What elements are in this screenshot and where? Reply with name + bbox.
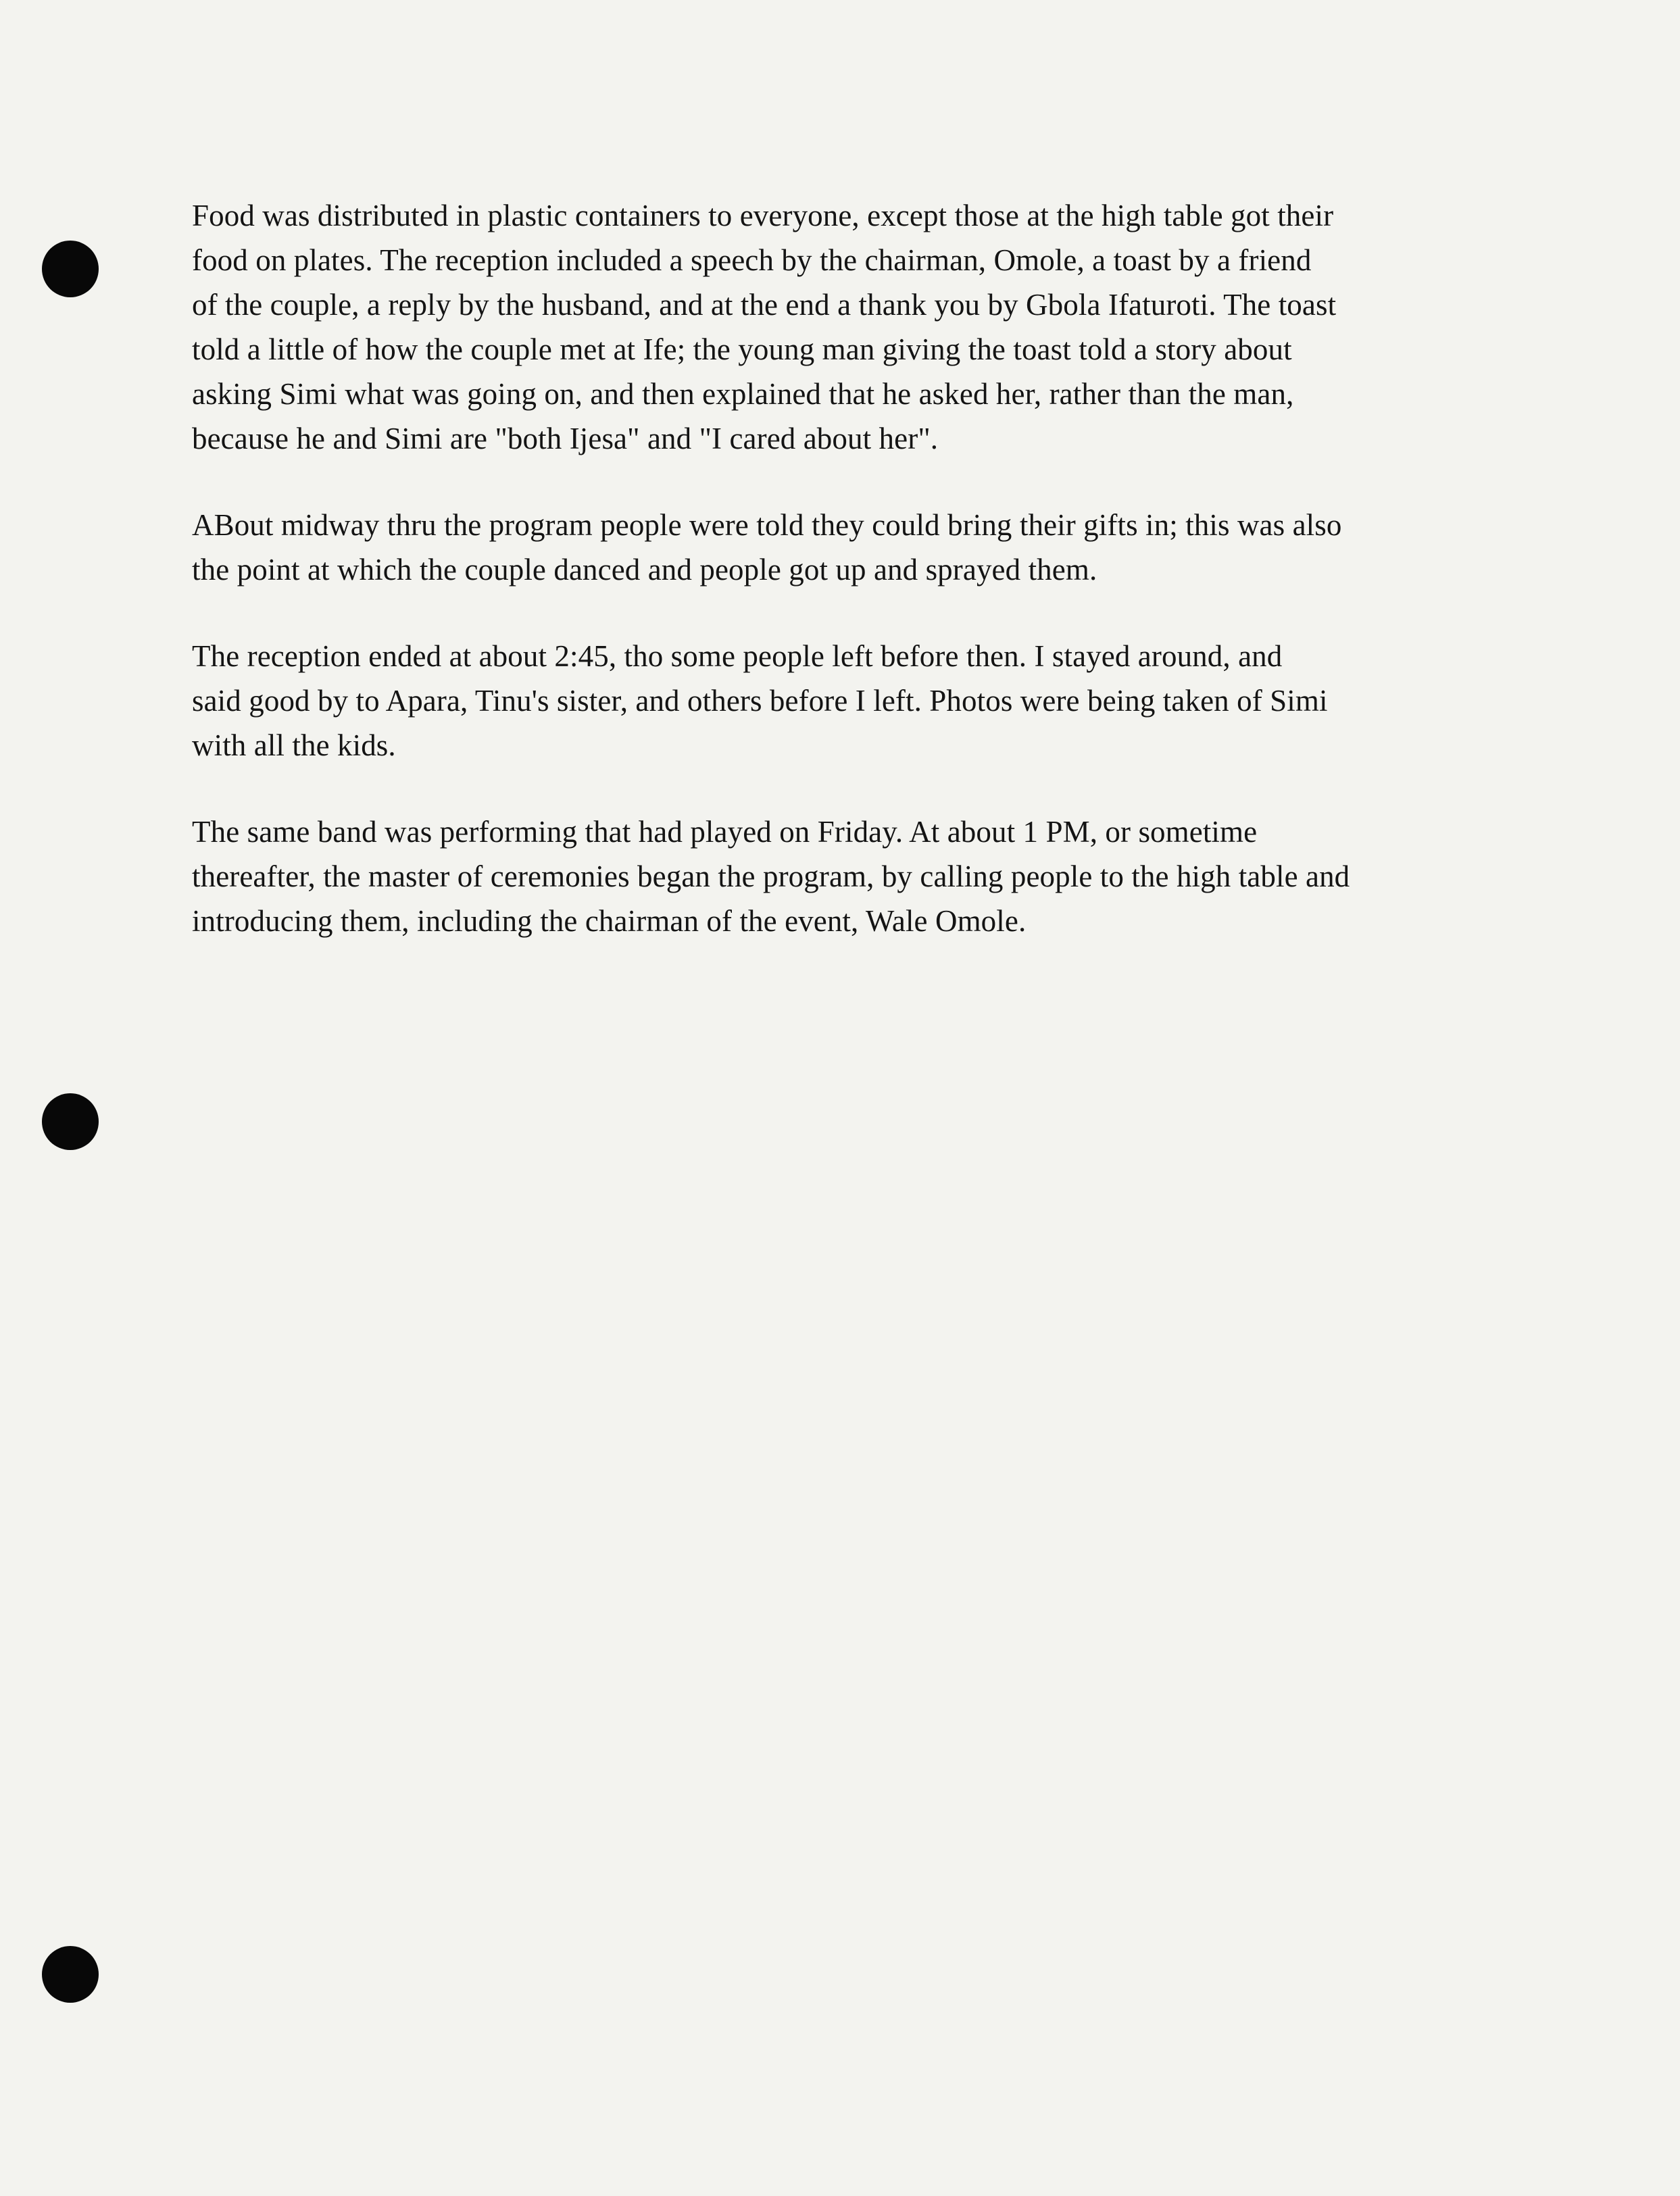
paragraph-gifts: ABout midway thru the program people were told they could bring their gifts in; this was also the point at which the couple danced and people got up and sprayed them. bbox=[192, 508, 1342, 587]
punch-hole-bottom bbox=[42, 1946, 99, 2003]
punch-hole-middle bbox=[42, 1093, 99, 1150]
punch-hole-top bbox=[42, 241, 99, 297]
paragraph-reception-end: The reception ended at about 2:45, tho some people left before then. I stayed around, and said good by to Apara, Tinu's sister, and others before I left. Photos were being taken of Simi with all the kids. bbox=[192, 639, 1328, 762]
typed-text-body bbox=[192, 193, 1510, 985]
paragraph-band-program: The same band was performing that had played on Friday. At about 1 PM, or sometime thereafter, the master of ceremonies began the program, by calling people to the high table and introducing them, including the chairman of the event, Wale Omole. bbox=[192, 815, 1350, 938]
paragraph-reception-food: Food was distributed in plastic containers to everyone, except those at the high table got their food on plates. The reception included a speech by the chairman, Omole, a toast by a friend of the couple, a reply by the husband, and at the end a thank you by Gbola Ifaturoti. The toast told a little of how the couple met at Ife; the young man giving the toast told a story about asking Simi what was going on, and then explained that he asked her, rather than the man, because he and Simi are "both Ijesa" and "I cared about her". bbox=[192, 199, 1337, 455]
